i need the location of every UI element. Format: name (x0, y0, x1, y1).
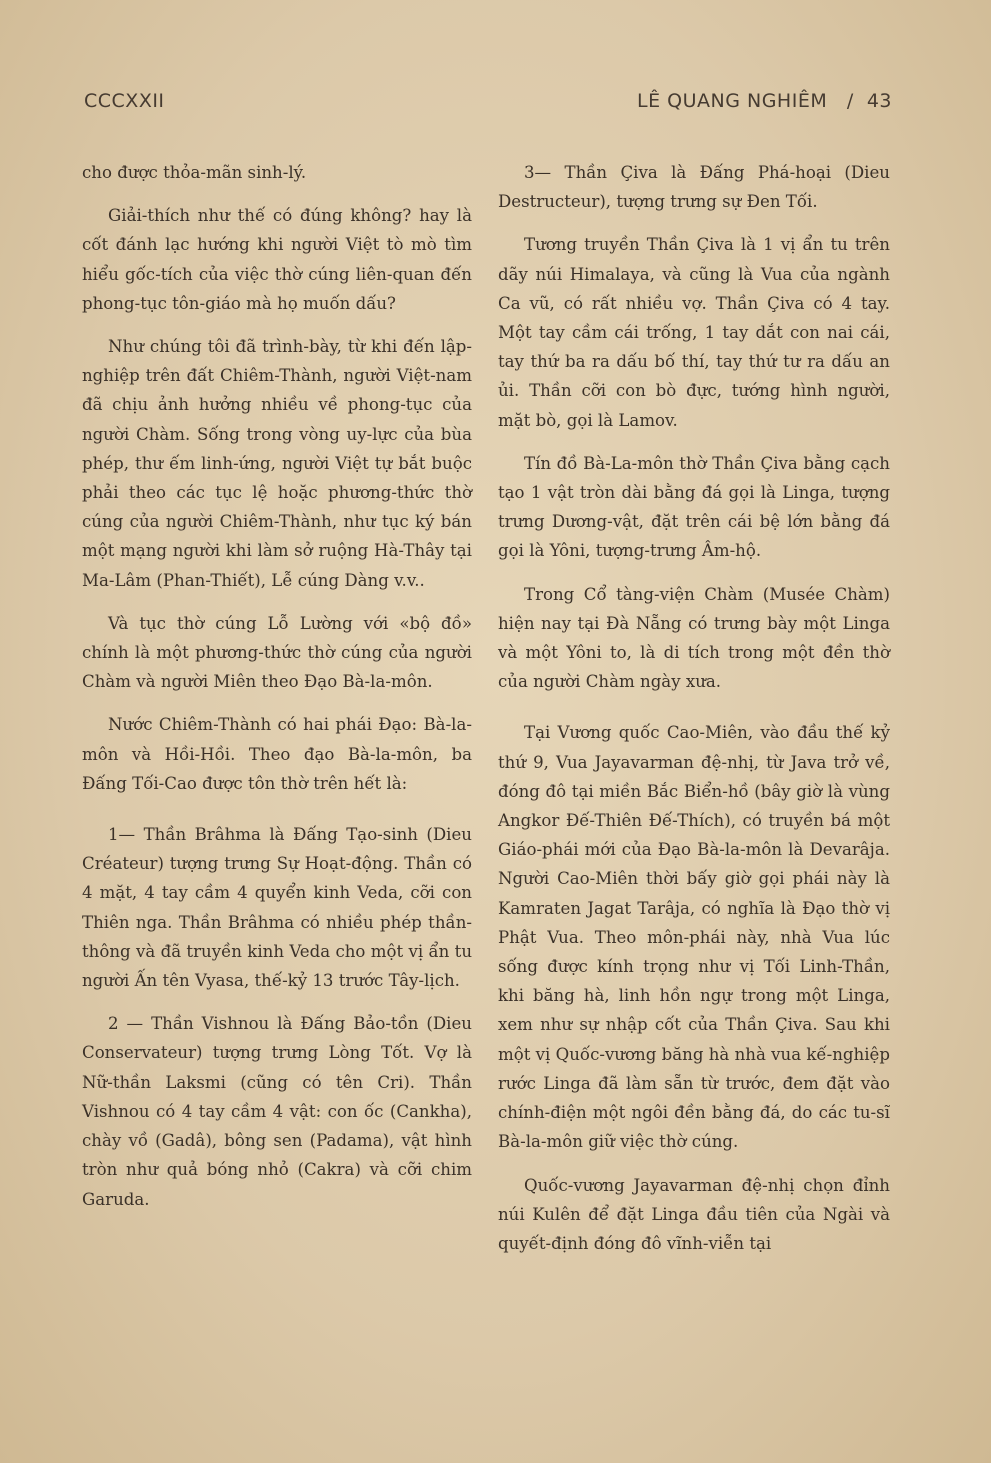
left-text-column (82, 158, 472, 1228)
paragraph: Giải-thích như thế có đúng không? hay là cốt đánh lạc hướng khi người Việt tò mò tìm hiểu gốc-tích của việc thờ cúng liên-quan đến phong-tục tôn-giáo mà họ muốn dấu? (82, 206, 472, 313)
page-header (84, 90, 892, 122)
paragraph: Nước Chiêm-Thành có hai phái Đạo: Bà-la-môn và Hồi-Hồi. Theo đạo Bà-la-môn, ba Đấng Tối-Cao được tôn thờ trên hết là: (82, 715, 472, 793)
paragraph: Tín đồ Bà-La-môn thờ Thần Çiva bằng cạch tạo 1 vật tròn dài bằng đá gọi là Linga, tượng trưng Dương-vật, đặt trên cái bệ lớn bằng đá gọi là Yôni, tượng-trưng Âm-hộ. (498, 453, 890, 561)
paragraph: Quốc-vương Jayavarman đệ-nhị chọn đỉnh núi Kulên để đặt Linga đầu tiên của Ngài và quyết-định đóng đô vĩnh-viễn tại (498, 1175, 890, 1253)
paragraph: Tại Vương quốc Cao-Miên, vào đầu thế kỷ thứ 9, Vua Jayavarman đệ-nhị, từ Java trở về, đóng đô tại miền Bắc Biển-hồ (bây giờ là vùng Angkor Đế-Thiên Đế-Thích), có truyền bá một Giáo-phái mới của Đạo Bà-la-môn là Devarâja. Người Cao-Miên thời bấy giờ gọi phái này là Kamraten Jagat Tarâja, có nghĩa là Đạo thờ vị Phật Vua. Theo môn-phái này, nhà Vua lúc sống được kính trọng như vị Tối Linh-Thần, khi băng hà, linh hồn ngự trong một Linga, xem như sự nhập cốt của Thần Çiva. Sau khi một vị Quốc-vương băng hà nhà vua kế-nghiệp rước Linga đã làm sẵn từ trước, đem đặt vào chính-điện một ngôi đền bằng đá, do các tu-sĩ Bà-la-môn giữ việc thờ cúng. (498, 723, 890, 1152)
header-roman-numeral: CCCXXII (84, 90, 165, 112)
paragraph: 3— Thần Çiva là Đấng Phá-hoại (Dieu Destructeur), tượng trưng sự Đen Tối. (498, 163, 890, 212)
right-text-column (498, 158, 890, 1272)
header-author-page-number: LÊ QUANG NGHIÊM / 43 (637, 90, 892, 112)
paragraph: Như chúng tôi đã trình-bày, từ khi đến lập-nghiệp trên đất Chiêm-Thành, người Việt-nam đã chịu ảnh hưởng nhiều về phong-tục của người Chàm. Sống trong vòng uy-lực của bùa phép, thư ếm linh-ứng, người Việt tự bắt buộc phải theo các tục lệ hoặc phương-thức thờ cúng của người Chiêm-Thành, như tục ký bán một mạng người khi làm sở ruộng Hà-Thây tại Ma-Lâm (Phan-Thiết), Lễ cúng Dàng v.v.. (82, 337, 472, 590)
paragraph: cho được thỏa-mãn sinh-lý. (82, 163, 307, 182)
paragraph: 2 — Thần Vishnou là Đấng Bảo-tồn (Dieu Conservateur) tượng trưng Lòng Tốt. Vợ là Nữ-thần Laksmi (cũng có tên Cri). Thần Vishnou có 4 tay cầm 4 vật: con ốc (Cankha), chày vồ (Gadâ), bông sen (Padama), vật hình tròn như quả bóng nhỏ (Cakra) và cỡi chim Garuda. (82, 1014, 472, 1209)
paragraph: 1— Thần Brâhma là Đấng Tạo-sinh (Dieu Créateur) tượng trưng Sự Hoạt-động. Thần có 4 mặt, 4 tay cầm 4 quyển kinh Veda, cỡi con Thiên nga. Thần Brâhma có nhiều phép thần-thông và đã truyền kinh Veda cho một vị ẩn tu người Ấn tên Vyasa, thế-kỷ 13 trước Tây-lịch. (82, 825, 472, 991)
paragraph: Tương truyền Thần Çiva là 1 vị ẩn tu trên dãy núi Himalaya, và cũng là Vua của ngành Ca vũ, có rất nhiều vợ. Thần Çiva có 4 tay. Một tay cầm cái trống, 1 tay dắt con nai cái, tay thứ ba ra dấu bố thí, tay thứ tư ra dấu an ủi. Thần cỡi con bò đực, tướng hình người, mặt bò, gọi là Lamov. (498, 235, 890, 430)
paragraph: Và tục thờ cúng Lỗ Lường với «bộ đồ» chính là một phương-thức thờ cúng của người Chàm và người Miên theo Đạo Bà-la-môn. (82, 613, 472, 692)
paragraph: Trong Cổ tàng-viện Chàm (Musée Chàm) hiện nay tại Đà Nẵng có trưng bày một Linga và một Yôni to, là di tích trong một đền thờ của người Chàm ngày xưa. (498, 584, 890, 692)
